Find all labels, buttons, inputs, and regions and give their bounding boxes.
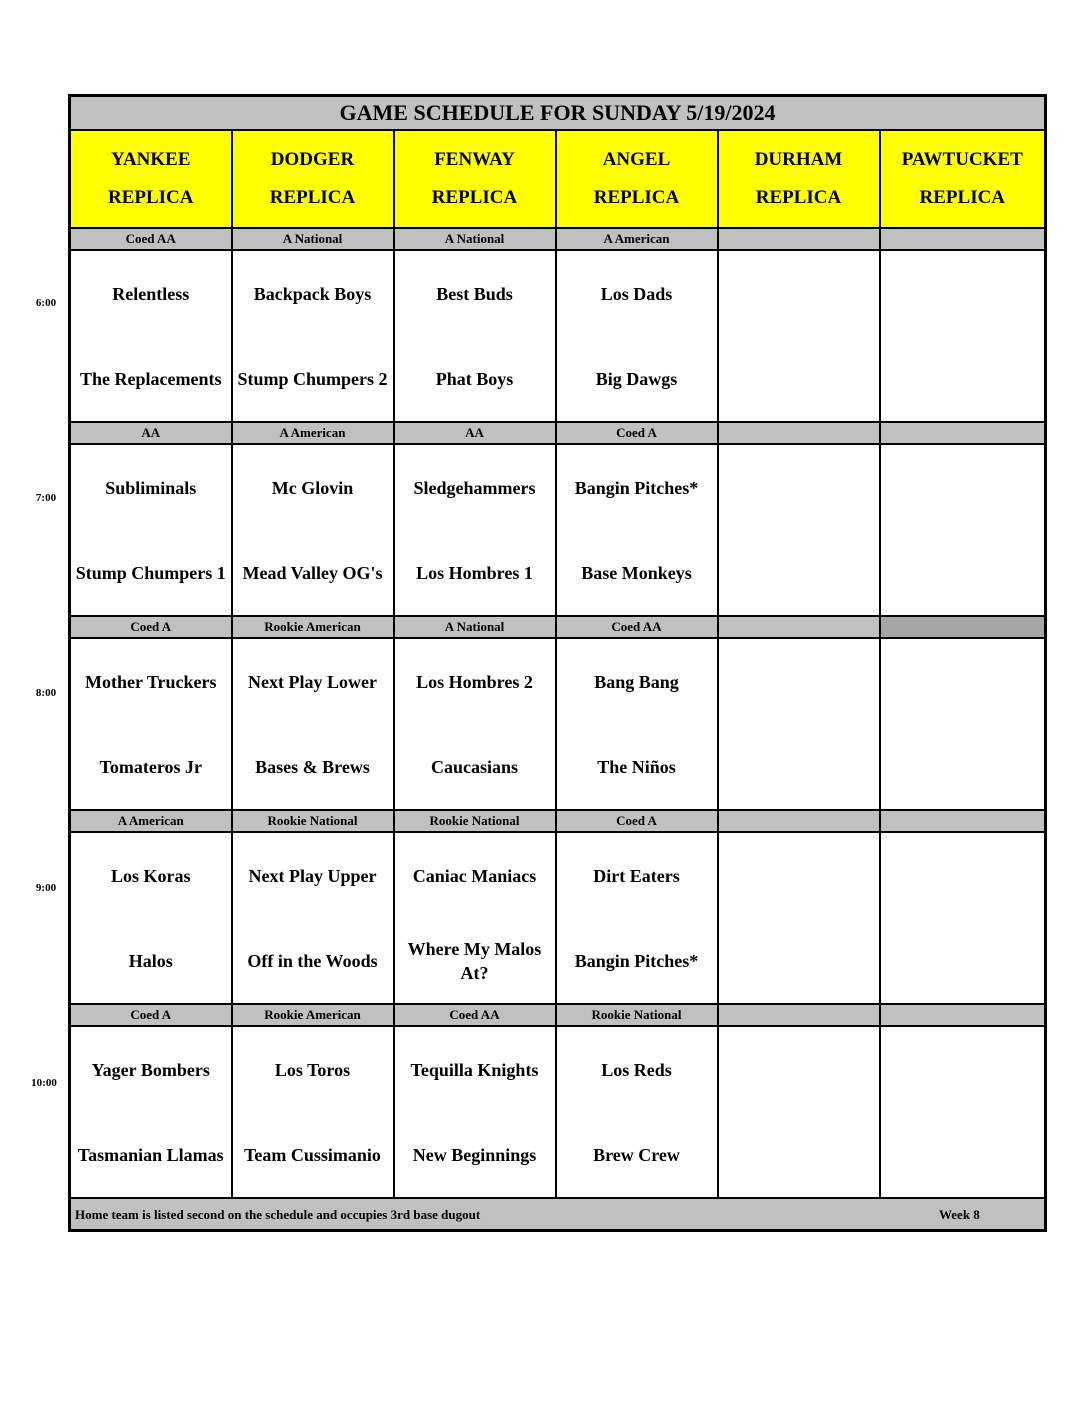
away-team: Caniac Maniacs [412,865,537,886]
time-label: 7:00 [35,492,57,504]
division-label [880,228,1046,250]
division-label: A National [232,228,394,250]
division-label: A American [70,810,232,832]
away-team: Sledgehammers [413,477,536,498]
division-label: Rookie National [394,810,556,832]
home-team [881,724,1045,809]
field-subtitle: REPLICA [269,187,356,208]
schedule-table [68,94,1047,1232]
division-label: A American [556,228,718,250]
division-label: Coed A [556,810,718,832]
away-team: Subliminals [105,477,197,498]
home-team: Base Monkeys [581,562,692,583]
division-label: A National [394,616,556,638]
division-row [70,810,1046,832]
home-team: Bangin Pitches* [574,950,699,971]
away-team: Mother Truckers [85,671,217,692]
division-label [880,1004,1046,1026]
home-team: The Replacements [80,368,222,389]
away-team: Mc Glovin [271,477,354,498]
away-team: Next Play Upper [248,865,377,886]
away-team: Los Hombres 2 [416,671,533,692]
division-label: A American [232,422,394,444]
field-header [556,130,718,228]
division-row [70,616,1046,638]
game-cell [880,1026,1046,1198]
away-team: Tequilla Knights [410,1059,539,1080]
away-team: Yager Bombers [91,1059,210,1080]
division-label [718,422,880,444]
game-cell [394,638,556,810]
home-team [719,1112,879,1197]
field-name: PAWTUCKET [901,149,1023,170]
field-name: YANKEE [110,149,191,170]
game-cell [70,1026,232,1198]
division-row [70,228,1046,250]
away-team: Los Dads [600,283,673,304]
away-team: Backpack Boys [253,283,372,304]
division-label: Coed AA [394,1004,556,1026]
field-name: DODGER [270,149,355,170]
away-team: Dirt Eaters [593,865,680,886]
division-label [718,616,880,638]
home-team: Big Dawgs [595,368,678,389]
division-label: Coed AA [70,228,232,250]
field-subtitle: REPLICA [755,187,842,208]
home-team [881,530,1045,615]
home-team: Caucasians [430,756,519,777]
away-team [719,1027,879,1112]
field-header [232,130,394,228]
game-cell [880,250,1046,422]
field-header [394,130,556,228]
away-team: Bangin Pitches* [574,477,699,498]
division-label [718,1004,880,1026]
field-name: FENWAY [434,149,515,170]
division-row [70,1004,1046,1026]
game-cell [232,1026,394,1198]
game-cell [718,638,880,810]
footer-note: Home team is listed second on the schedule and occupies 3rd base dugout [75,1207,481,1222]
schedule-sheet [68,94,1044,1232]
division-label [718,228,880,250]
game-row [70,250,1046,422]
home-team: Tasmanian Llamas [77,1144,224,1165]
game-cell [718,444,880,616]
division-label: A National [394,228,556,250]
home-team: Team Cussimanio [244,1144,381,1165]
field-subtitle: REPLICA [919,187,1006,208]
home-team: Off in the Woods [247,950,378,971]
game-cell [232,638,394,810]
game-row [70,832,1046,1004]
game-cell [556,444,718,616]
away-team: Relentless [112,283,190,304]
home-team: New Beginnings [412,1144,537,1165]
away-team: Los Reds [601,1059,672,1080]
game-cell [880,832,1046,1004]
game-cell [232,832,394,1004]
home-team: Brew Crew [593,1144,680,1165]
away-team [881,445,1045,530]
home-team [719,530,879,615]
home-team: Mead Valley OG's [242,562,383,583]
game-cell [394,1026,556,1198]
time-label: 10:00 [31,1077,57,1089]
game-cell [880,638,1046,810]
field-header [70,130,232,228]
division-label: Rookie American [232,1004,394,1026]
division-label: Rookie National [556,1004,718,1026]
division-label: Coed A [70,1004,232,1026]
field-name: ANGEL [602,149,671,170]
away-team: Next Play Lower [248,671,377,692]
away-team [881,833,1045,918]
week-label: Week 8 [939,1207,980,1222]
home-team: Stump Chumpers 1 [75,562,226,583]
footer-bar [70,1198,1046,1231]
away-team [881,639,1045,724]
home-team: Where My Malos At? [407,938,542,983]
division-label: Coed AA [556,616,718,638]
game-cell [70,444,232,616]
field-header [718,130,880,228]
division-label: Coed A [70,616,232,638]
away-team: Los Koras [110,865,191,886]
game-row [70,444,1046,616]
field-name: DURHAM [754,149,843,170]
game-cell [70,250,232,422]
home-team: Los Hombres 1 [416,562,533,583]
game-cell [718,1026,880,1198]
away-team [719,639,879,724]
division-label: AA [70,422,232,444]
home-team [881,918,1045,1003]
division-row [70,422,1046,444]
field-subtitle: REPLICA [107,187,194,208]
home-team: The Niños [597,756,676,777]
home-team: Halos [128,950,173,971]
game-cell [232,250,394,422]
away-team: Los Toros [274,1059,351,1080]
home-team: Stump Chumpers 2 [237,368,388,389]
game-cell [556,638,718,810]
game-cell [232,444,394,616]
field-header [880,130,1046,228]
home-team [719,336,879,421]
game-cell [718,250,880,422]
home-team [881,1112,1045,1197]
away-team [719,445,879,530]
home-team: Tomateros Jr [99,756,202,777]
game-cell [394,832,556,1004]
field-subtitle: REPLICA [431,187,518,208]
game-cell [556,250,718,422]
game-row [70,1026,1046,1198]
time-label: 6:00 [35,297,57,309]
game-cell [70,832,232,1004]
home-team [881,336,1045,421]
game-cell [70,638,232,810]
game-row [70,638,1046,810]
home-team: Phat Boys [435,368,514,389]
home-team [719,918,879,1003]
game-cell [880,444,1046,616]
division-label: Rookie American [232,616,394,638]
division-label [880,422,1046,444]
game-cell [394,250,556,422]
home-team: Bases & Brews [255,756,370,777]
away-team [719,251,879,336]
away-team: Best Buds [436,283,513,304]
division-label: Rookie National [232,810,394,832]
division-label [718,810,880,832]
home-team [719,724,879,809]
time-label: 9:00 [35,882,57,894]
division-label [880,616,1046,638]
division-label: Coed A [556,422,718,444]
away-team [719,833,879,918]
away-team [881,1027,1045,1112]
game-cell [556,832,718,1004]
away-team [881,251,1045,336]
division-label: AA [394,422,556,444]
game-cell [394,444,556,616]
schedule-title: GAME SCHEDULE FOR SUNDAY 5/19/2024 [70,96,1046,131]
division-label [880,810,1046,832]
game-cell [556,1026,718,1198]
field-subtitle: REPLICA [593,187,680,208]
away-team: Bang Bang [594,671,679,692]
game-cell [718,832,880,1004]
time-label: 8:00 [35,687,57,699]
